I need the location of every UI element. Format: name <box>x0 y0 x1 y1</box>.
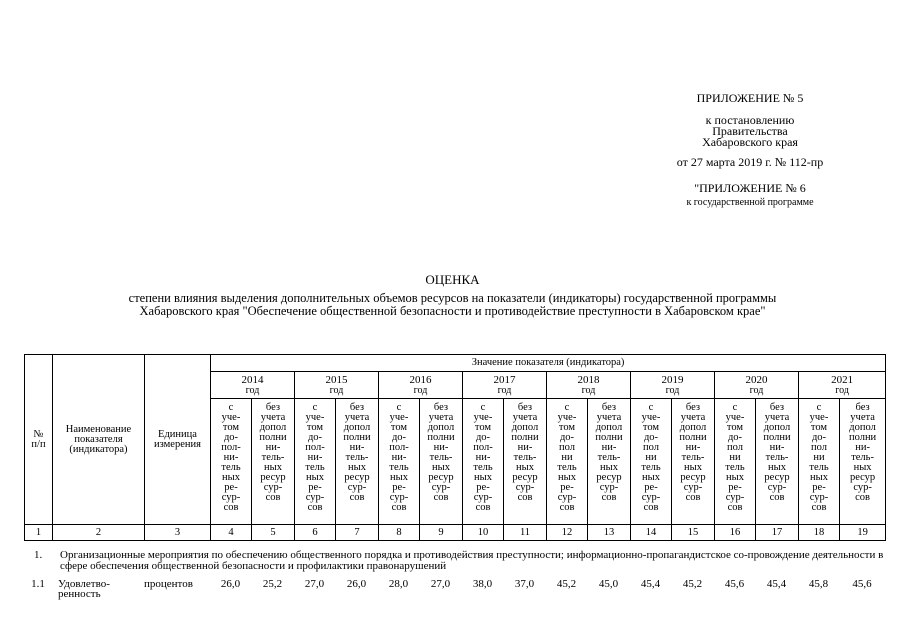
row-number: 1.1 <box>31 578 45 590</box>
indicator-value: 37,0 <box>514 578 535 590</box>
year-header: 2016 год <box>379 372 463 399</box>
with-resources-header: с уче- том до- пол ни тель ных ре- сур- сов <box>547 399 588 525</box>
column-number: 2 <box>53 525 145 541</box>
indicator-value: 27,0 <box>430 578 451 590</box>
indicator-table <box>24 354 886 541</box>
indicator-value: 38,0 <box>472 578 493 590</box>
indicator-value: 45,4 <box>766 578 787 590</box>
indicator-value: 45,8 <box>808 578 829 590</box>
header-name: Наименование показателя (индикатора) <box>53 355 145 525</box>
prev-appendix-sub: к государственной программе <box>686 197 814 208</box>
document-title: ОЦЕНКА <box>425 272 480 287</box>
without-resources-header: без учета допол полни ни- тель- ных ресур сур- сов <box>252 399 295 525</box>
column-number: 1 <box>25 525 53 541</box>
year-header: 2020 год <box>715 372 799 399</box>
appendix-line: к постановлению <box>705 113 795 127</box>
document-subtitle: степени влияния выделения дополнительных объемов ресурсов на показатели (индикаторы) государственной программы <box>128 291 777 305</box>
without-resources-header: без учета допол полни ни- тель- ных ресур сур- сов <box>756 399 799 525</box>
appendix-line: Правительства <box>712 124 788 138</box>
indicator-unit: процентов <box>144 578 193 590</box>
with-resources-header: с уче- том до- пол- ни- тель ных ре- сур- сов <box>211 399 252 525</box>
column-number: 3 <box>145 525 211 541</box>
appendix-line: Хабаровского края <box>702 135 798 149</box>
indicator-value: 45,2 <box>682 578 703 590</box>
column-number: 7 <box>336 525 379 541</box>
section-number: 1. <box>34 549 43 561</box>
column-number: 13 <box>588 525 631 541</box>
year-header: 2018 год <box>547 372 631 399</box>
year-header: 2019 год <box>631 372 715 399</box>
without-resources-header: без учета допол полни ни- тель- ных ресур сур- сов <box>672 399 715 525</box>
without-resources-header: без учета допол полни ни- тель- ных ресур сур- сов <box>588 399 631 525</box>
column-number: 16 <box>715 525 756 541</box>
year-header: 2015 год <box>295 372 379 399</box>
column-number: 4 <box>211 525 252 541</box>
document-subtitle: Хабаровского края "Обеспечение общественной безопасности и противодействие преступности в Хабаровском крае" <box>139 304 766 318</box>
column-number: 12 <box>547 525 588 541</box>
year-header: 2017 год <box>463 372 547 399</box>
column-number: 5 <box>252 525 295 541</box>
without-resources-header: без учета допол полни ни- тель- ных ресур сур- сов <box>336 399 379 525</box>
year-header: 2014 год <box>211 372 295 399</box>
column-number: 17 <box>756 525 799 541</box>
with-resources-header: с уче- том до- пол ни тель ных ре- сур- сов <box>631 399 672 525</box>
section-text: Организационные мероприятия по обеспечению общественного порядка и противодействия преступности; информационно-пропагандистское со-провождение деятельности в сфере обеспечения общественной безопасности и профилактики правонарушений <box>60 549 884 572</box>
column-number: 15 <box>672 525 715 541</box>
with-resources-header: с уче- том до- пол- ни- тель ных ре- сур- сов <box>295 399 336 525</box>
with-resources-header: с уче- том до- пол- ни- тель ных ре- сур- сов <box>463 399 504 525</box>
header-value: Значение показателя (индикатора) <box>211 355 886 372</box>
header-unit: Единица измерения <box>145 355 211 525</box>
without-resources-header: без учета допол полни ни- тель- ных ресур сур- сов <box>420 399 463 525</box>
without-resources-header: без учета допол полни ни- тель- ных ресур сур- сов <box>840 399 886 525</box>
column-number: 8 <box>379 525 420 541</box>
indicator-name: Удовлетво- ренность <box>58 578 110 600</box>
indicator-value: 45,0 <box>598 578 619 590</box>
indicator-value: 45,4 <box>640 578 661 590</box>
indicator-value: 45,6 <box>852 578 872 590</box>
with-resources-header: с уче- том до- пол ни тель ных ре- сур- сов <box>715 399 756 525</box>
indicator-value: 26,0 <box>220 578 241 590</box>
column-number: 11 <box>504 525 547 541</box>
column-number: 9 <box>420 525 463 541</box>
with-resources-header: с уче- том до- пол- ни- тель ных ре- сур- сов <box>379 399 420 525</box>
column-number: 6 <box>295 525 336 541</box>
indicator-value: 45,2 <box>556 578 577 590</box>
column-number: 18 <box>799 525 840 541</box>
appendix-title: ПРИЛОЖЕНИЕ № 5 <box>696 91 804 105</box>
column-number: 19 <box>840 525 886 541</box>
column-number: 10 <box>463 525 504 541</box>
appendix-date: от 27 марта 2019 г. № 112-пр <box>676 155 824 169</box>
indicator-value: 28,0 <box>388 578 409 590</box>
header-num: № п/п <box>25 355 53 525</box>
indicator-value: 26,0 <box>346 578 367 590</box>
year-header: 2021 год <box>799 372 886 399</box>
indicator-value: 27,0 <box>304 578 325 590</box>
without-resources-header: без учета допол полни ни- тель- ных ресур сур- сов <box>504 399 547 525</box>
with-resources-header: с уче- том до- пол ни тель ных ре- сур- сов <box>799 399 840 525</box>
column-number: 14 <box>631 525 672 541</box>
indicator-value: 45,6 <box>724 578 745 590</box>
indicator-value: 25,2 <box>262 578 283 590</box>
prev-appendix-title: "ПРИЛОЖЕНИЕ № 6 <box>694 181 806 195</box>
